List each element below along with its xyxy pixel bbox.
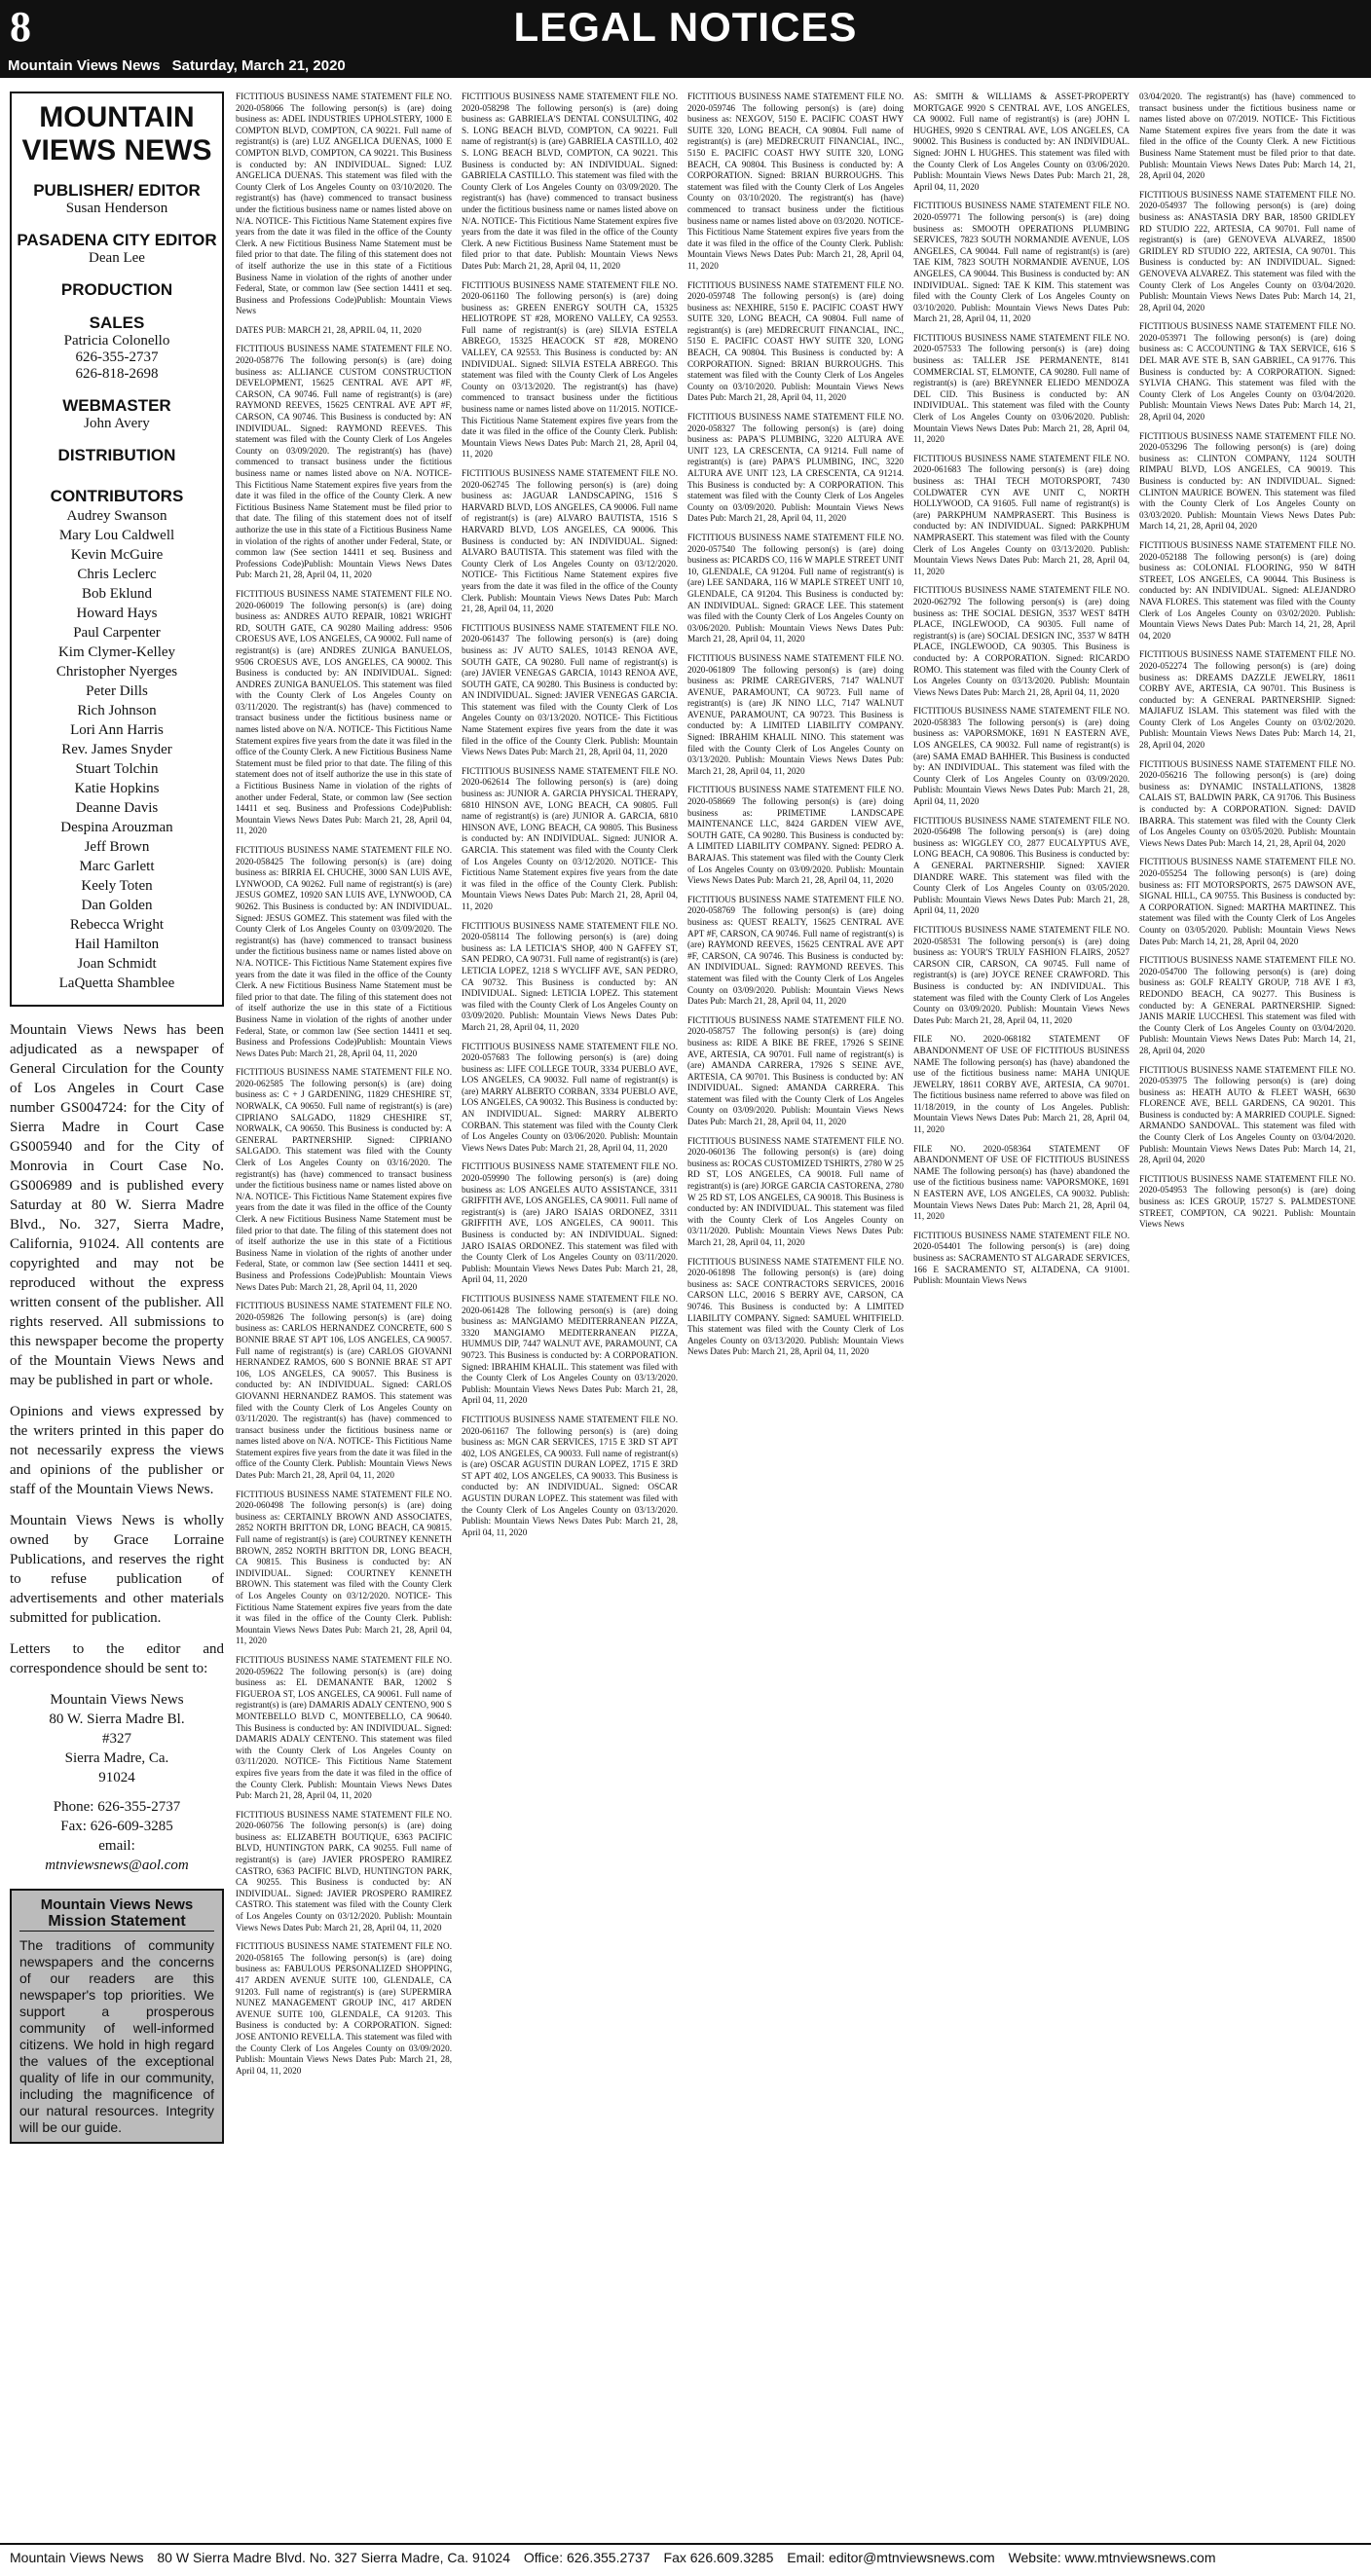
legal-notice <box>687 785 904 886</box>
legal-notice <box>1139 857 1355 947</box>
legal-notice <box>1139 190 1355 314</box>
contributor-name: Kim Clymer-Kelley <box>57 644 176 660</box>
notice-body: The following person(s) is (are) doing business as: TALLER JSE PERMANENTE, 8141 COMMERCIAL ST, ELMONTE, CA 90280. Full name of registrant(s) is (are) BREYNNER ELIEDO MENDOZA DEL CID. This Business is conducted by: AN INDIVIDUAL. This statement was filed with the County Clerk of Los Angeles County on 03/06/2020. Publish: Mountain Views News Dates Pub: March 21, 28, April 04, 11, 2020 <box>913 344 1130 445</box>
notice-heading: FICTITIOUS BUSINESS NAME STATEMENT FILE NO. 2020-058531 <box>913 924 1130 946</box>
notice-heading: FICTITIOUS BUSINESS NAME STATEMENT FILE NO. 2020-061683 <box>913 453 1130 475</box>
contributor-name: Dan Golden <box>81 898 153 913</box>
contributor-name: Bob Eklund <box>81 586 153 602</box>
notice-heading: FICTITIOUS BUSINESS NAME STATEMENT FILE NO. 2020-059826 <box>236 1301 452 1322</box>
section-title: LEGAL NOTICES <box>513 4 858 50</box>
notice-body: The following person(s) is (are) doing business as: WIGGLEY CO, 2877 EUCALYPTUS AVE, LONG BEACH, CA 90806. This Business is conducted by: A GENERAL PARTNERSHIP. Signed: XAVIER DIANDRE WARE. This statement was filed with the County Clerk of Los Angeles County on 03/05/2020. Publish: Mountain Views News Dates Pub: March 21, 28, April 04, 11, 2020 <box>913 827 1130 916</box>
mission-statement-box <box>10 1889 224 2144</box>
legal-notice <box>913 1231 1130 1287</box>
address-suite: #327 <box>102 1731 131 1747</box>
notice-heading: FILE NO. 2020-058364 STATEMENT OF ABANDONMENT OF USE OF FICTITIOUS BUSINESS NAME <box>913 1143 1130 1176</box>
notice-heading: FICTITIOUS BUSINESS NAME STATEMENT FILE NO. 2020-058327 <box>687 412 904 433</box>
notice-heading: FICTITIOUS BUSINESS NAME STATEMENT FILE NO. 2020-053975 <box>1139 1064 1355 1086</box>
contributor-name: Jeff Brown <box>84 839 150 855</box>
notice-body: The following person(s) is (are) doing business as: EL DEMANANTE BAR, 12002 S FIGUEROA ST, LOS ANGELES, CA 90061. Full name of registrant(s) is (are) DAMARIS ADALY CENTENO, 900 S MONTEBELLO BLVD C, MONTEBELLO, CA 90640. This Business is conducted by: AN INDIVIDUAL. Signed: DAMARIS ADALY CENTENO. This statement was filed with the County Clerk of Los Angeles County on 03/11/2020. NOTICE- This Fictitious Name Statement expires five years from the date it was filed in the office of the County Clerk. Publish: Mountain Views News Dates Pub: March 21, 28, April 04, 11, 2020 <box>236 1666 452 1801</box>
notice-body: The following person(s) is (are) doing business as: CLINTON COMPANY, 1124 SOUTH RIMPAU BLVD, LOS ANGELES, CA 90019. This Business is conducted by: AN INDIVIDUAL. Signed: CLINTON MAURICE BOWEN. This statement was filed with the County Clerk of Los Angeles County on 03/03/2020. Publish: Mountain Views News Dates Pub: March 14, 21, 28, April 04, 2020 <box>1139 442 1355 532</box>
notice-heading: FICTITIOUS BUSINESS NAME STATEMENT FILE NO. 2020-060756 <box>236 1809 452 1831</box>
footer-website[interactable]: Website: www.mtnviewsnews.com <box>1008 2550 1216 2565</box>
legal-notice <box>687 1257 904 1358</box>
notice-body: The following person(s) has (have) abandoned the use of the fictitious business name: MAHA UNIQUE JEWELRY, 18611 CORBY AVE, ARTESIA, CA 90701. The fictitious business name referred to above was filed on 11/18/2019, in the county of Los Angeles. Publish: Mountain Views News Dates Pub: March 21, 28, April 04, 11, 2020 <box>913 1056 1130 1135</box>
legal-notice <box>687 533 904 645</box>
notice-body: The following person(s) is (are) doing business as: LOS ANGELES AUTO ASSISTANCE, 3311 GRIFFITH AVE, LOS ANGELES, CA 90011. Full name of registrant(s) is (are) JARO ISAIAS ORDONEZ, 3311 GRIFFITH AVE, LOS ANGELES, CA 90011. This Business is conducted by: AN INDIVIDUAL. Signed: JARO ISAIAS ORDONEZ. This statement was filed with the County Clerk of Los Angeles County on 03/11/2020. Publish: Mountain Views News Dates Pub: March 21, 28, April 04, 11, 2020 <box>462 1173 678 1285</box>
masthead-title: MOUNTAIN VIEWS NEWS <box>21 101 212 166</box>
contributor-name: Audrey Swanson <box>66 508 167 524</box>
webmaster-role: WEBMASTER <box>62 396 171 415</box>
notice-heading: FICTITIOUS BUSINESS NAME STATEMENT FILE NO. 2020-062614 <box>462 765 678 788</box>
notice-heading: FICTITIOUS BUSINESS NAME STATEMENT FILE NO. 2020-059748 <box>687 279 904 302</box>
notice-body: The following person(s) is (are) doing business as: JV AUTO SALES, 10143 RENOA AVE, SOUTH GATE, CA 90280. Full name of registrant(s) is (are) JAVIER VENEGAS GARCIA, 10143 RENOA AVE, SOUTH GATE, CA 90280. This Business is conducted by: AN INDIVIDUAL. Signed: JAVIER VENEGAS GARCIA. This statement was filed with the County Clerk of Los Angeles County on 03/13/2020. NOTICE- This Fictitious Name Statement expires five years from the date it was filed in the office of the County Clerk. Publish: Mountain Views News Dates Pub: March 21, 28, April 04, 11, 2020 <box>462 634 678 757</box>
legal-notice <box>236 92 452 317</box>
contributor-name: Christopher Nyerges <box>56 664 178 680</box>
about-section <box>10 1020 224 1678</box>
notice-heading: FICTITIOUS BUSINESS NAME STATEMENT FILE NO. 2020-062585 <box>236 1067 452 1088</box>
footer-office: Office: 626.355.2737 <box>523 2550 650 2565</box>
contributor-name: Marc Garlett <box>79 859 155 874</box>
footer-fax: Fax 626.609.3285 <box>663 2550 774 2565</box>
legal-notice <box>913 201 1130 325</box>
notice-body: The following person(s) is (are) doing business as: DYNAMIC INSTALLATIONS, 13828 CALAIS ST, BALDWIN PARK, CA 91706. This Business is conducted by: A CORPORATION. Signed: DAVID IBARRA. This statement was filed with the County Clerk of Los Angeles County on 03/05/2020. Publish: Mountain Views News Dates Pub: March 14, 21, 28, April 04, 2020 <box>1139 770 1355 848</box>
legal-notice <box>462 1161 678 1286</box>
notice-heading: FICTITIOUS BUSINESS NAME STATEMENT FILE NO. 2020-057540 <box>687 532 904 554</box>
legal-column-3 <box>687 92 904 2533</box>
address-city: Sierra Madre, Ca. <box>64 1750 169 1766</box>
legal-notice <box>236 1655 452 1802</box>
notice-heading: FICTITIOUS BUSINESS NAME STATEMENT FILE NO. 2020-056498 <box>913 815 1130 837</box>
legal-notice <box>687 412 904 525</box>
legal-notice <box>687 280 904 405</box>
legal-notice <box>236 344 452 580</box>
production-role: PRODUCTION <box>60 280 173 299</box>
mission-body: The traditions of community newspapers and the concerns of our readers are this newspaper's top priorities. We support a prosperous community of well-informed citizens. We hold in high regard the values of the exceptional quality of life in our community, including the magnificence of our natural resources. Integrity will be our guide. <box>19 1937 214 2135</box>
contributor-name: Mary Lou Caldwell <box>58 528 175 543</box>
notice-body: The following person(s) is (are) doing business as: PICARDS CO, 116 W MAPLE STREET UNIT 10, GLENDALE, CA 91204. Full name of registrant(s) is (are) LEE SANDARA, 116 W MAPLE STREET UNIT 10, GLENDALE, CA 91204. This Business is conducted by: AN INDIVIDUAL. Signed: GRACE LEE. This statement was filed with the County Clerk of Los Angeles County on 03/06/2020. Publish: Mountain Views News Dates Pub: March 21, 28, April 04, 11, 2020 <box>687 543 904 644</box>
notice-heading: FICTITIOUS BUSINESS NAME STATEMENT FILE NO. 2020-057533 <box>913 332 1130 354</box>
contributor-name: Despina Arouzman <box>60 820 173 835</box>
sales-phone-2: 626-818-2698 <box>75 366 159 382</box>
notice-heading: FICTITIOUS BUSINESS NAME STATEMENT FILE NO. 2020-061167 <box>462 1414 678 1436</box>
notice-body: The following person(s) is (are) doing business as: THE SOCIAL DESIGN, 3537 WEST 84TH PLACE, INGLEWOOD, CA 90305. Full name of registrant(s) is (are) SOCIAL DESIGN INC, 3537 W 84TH PLACE, INGLEWOOD, CA 90305. This Business is conducted by: A CORPORATION. Signed: RICARDO ROMO. This statement was filed with the County Clerk of Los Angeles County on 03/13/2020. Publish: Mountain Views News Dates Pub: March 21, 28, April 04, 11, 2020 <box>913 596 1130 697</box>
city-editor-name: Dean Lee <box>89 250 145 266</box>
contributor-name: Chris Leclerc <box>77 567 157 582</box>
notice-body: The following person(s) is (are) doing business as: CERTAINLY BROWN AND ASSOCIATES, 2852 NORTH BRITTON DR, LONG BEACH, CA 90815. Full name of registrant(s) is (are) COURTNEY KENNETH BROWN, 2852 NORTH BRITTON DR, LONG BEACH, CA 90815. This Business is conducted by: AN INDIVIDUAL. Signed: COURTNEY KENNETH BROWN. This statement was filed with the County Clerk of Los Angeles County on 03/12/2020. NOTICE- This Fictitious Name Statement expires five years from the date it was filed in the office of the County Clerk. Publish: Mountain Views News Dates Pub: March 21, 28, April 04, 11, 2020 <box>236 1500 452 1646</box>
contributor-name: Hail Hamilton <box>74 937 160 952</box>
phone: Phone: 626-355-2737 <box>53 1799 181 1815</box>
legal-notice <box>1139 649 1355 751</box>
notice-body: The following person(s) is (are) doing business as: ANDRES AUTO REPAIR, 10821 WRIGHT RD, SOUTH GATE, CA 90280 Mailing address: 9506 CROESUS AVE, LOS ANGELES, CA 90002. Full name of registrant(s) is (are) ANDRES ZUNIGA BANUELOS, 9506 CROESUS AVE, LOS ANGELES, CA 90002. This Business is conducted by: AN INDIVIDUAL. Signed: ANDRES ZUNIGA BANUELOS. This statement was filed with the County Clerk of Los Angeles County on 03/11/2020. The registrant(s) has (have) commenced to transact business under the fictitious business name or names listed above on N/A. NOTICE- This Fictitious Name Statement expires five years from the date it was filed in the office of the County Clerk. A new Fictitious Business Name Statement must be filed prior to that date. The filing of this statement does not of itself authorize the use in this state of a Fictitious Business Name in violation of the rights of another under Federal, State, or common law (See section 14411 et seq. Business and Professions Code)Publish: Mountain Views News Dates Pub: March 21, 28, April 04, 11, 2020 <box>236 600 452 836</box>
contributor-name: Paul Carpenter <box>73 625 161 641</box>
page-footer <box>0 2543 1371 2572</box>
contributor-name: Katie Hopkins <box>74 781 160 796</box>
notice-body: The following person(s) is (are) doing business as: C + J GARDENING, 11829 CHESHIRE ST, NORWALK, CA 90650. Full name of registrant(s) is (are) CIPRIANO SALGADO, 11829 CHESHIRE ST, NORWALK, CA 90650. This Business is conducted by: A GENERAL PARTNERSHIP. Signed: CIPRIANO SALGADO. This statement was filed with the County Clerk of Los Angeles County on 03/16/2020. The registrant(s) has (have) commenced to transact business under the fictitious business name or names listed above on N/A. NOTICE- This Fictitious Name Statement expires five years from the date it was filed in the office of the County Clerk. A new Fictitious Business Name Statement must be filed prior to that date. The filing of this statement does not of itself authorize the use in this state of a Fictitious Business Name in violation of the rights of another under Federal, State, or common law (See section 14411 et seq. Business and Professions Code)Publish: Mountain Views News Dates Pub: March 21, 28, April 04, 11, 2020 <box>236 1078 452 1292</box>
contact-block <box>10 1690 224 1875</box>
notice-body: The following person(s) is (are) doing business as: ALLIANCE CUSTOM CONSTRUCTION DEVELOPMENT, 15625 CENTRAL AVE APT #F, CARSON, CA 90746. Full name of registrant(s) is (are) RAYMOND REEVES, 15625 CENTRAL AVE APT #F, CARSON, CA 90746. This Business is conducted by: AN INDIVIDUAL. Signed: RAYMOND REEVES. This statement was filed with the County Clerk of Los Angeles County on 03/09/2020. The registrant(s) has (have) commenced to transact business under the fictitious business name or names listed above on N/A. NOTICE- This Fictitious Name Statement expires five years from the date it was filed in the office of the County Clerk. A new Fictitious Business Name Statement must be filed prior to that date. The filing of this statement does not of itself authorize the use in this state of a Fictitious Business Name in violation of the rights of another under Federal, State, or common law (See section 14411 et seq. Business and Professions Code)Publish: Mountain Views News Dates Pub: March 21, 28, April 04, 11, 2020 <box>236 355 452 580</box>
contributor-name: Joan Schmidt <box>77 956 157 972</box>
legal-notice <box>462 1042 678 1155</box>
legal-notice <box>1139 321 1355 423</box>
notice-body: The following person(s) is (are) doing business as: NEXGOV, 5150 E. PACIFIC COAST HWY SUITE 320, LONG BEACH, CA 90804. Full name of registrant(s) is (are) MEDRECRUIT FINANCIAL, INC., 5150 E. PACIFIC COAST HWY SUITE 320, LONG BEACH, CA 90804. This Business is conducted by: A CORPORATION. Signed: BRIAN BURROUGHS. This statement was filed with the County Clerk of Los Angeles County on 03/10/2020. The registrant(s) has (have) commenced to transact business under the fictitious business name or names listed above on 03/2020. NOTICE- This Fictitious Name Statement expires five years from the date it was filed in the office of the County Clerk. Publish: Mountain Views News Dates Pub: March 21, 28, April 04, 11, 2020 <box>687 102 904 271</box>
address-name: Mountain Views News <box>50 1692 184 1708</box>
notice-heading: FICTITIOUS BUSINESS NAME STATEMENT FILE NO. 2020-058066 <box>236 92 452 113</box>
notice-heading: FICTITIOUS BUSINESS NAME STATEMENT FILE NO. 2020-057683 <box>462 1041 678 1063</box>
notice-heading: FICTITIOUS BUSINESS NAME STATEMENT FILE NO. 2020-061437 <box>462 622 678 644</box>
legal-notice <box>462 280 678 461</box>
notice-heading: FICTITIOUS BUSINESS NAME STATEMENT FILE NO. 2020-062745 <box>462 468 678 490</box>
notice-heading: FICTITIOUS BUSINESS NAME STATEMENT FILE NO. 2020-054937 <box>1139 189 1355 211</box>
legal-notice <box>687 895 904 1008</box>
address-zip: 91024 <box>98 1770 135 1785</box>
notice-body: The following person(s) is (are) doing business as: COLONIAL FLOORING, 950 W 84TH STREET, LOS ANGELES, CA 90044. This Business is conducted by: AN INDIVIDUAL. Signed: ALEJANDRO NAVA FLORES. This statement was filed with the County Clerk of Los Angeles County on 03/02/2020. Publish: Mountain Views News Dates Pub: March 14, 21, 28, April 04, 2020 <box>1139 551 1355 641</box>
notice-body: The following person(s) is (are) doing business as: PAPA'S PLUMBING, 3220 ALTURA AVE UNIT 123, LA CRESCENTA, CA 91214. Full name of registrant(s) is (are) PAPA'S PLUMBING, INC, 3220 ALTURA AVE UNIT 123, LA CRESCENTA, CA 91214. This Business is conducted by: A CORPORATION. This statement was filed with the County Clerk of Los Angeles County on 03/09/2020. Publish: Mountain Views News Dates Pub: March 21, 28, April 04, 11, 2020 <box>687 423 904 524</box>
contributor-name: Peter Dills <box>86 683 148 699</box>
contributor-name: Howard Hays <box>76 606 158 621</box>
notice-heading: FILE NO. 2020-068182 STATEMENT OF ABANDONMENT OF USE OF FICTITIOUS BUSINESS NAME <box>913 1034 1130 1067</box>
legal-notice <box>1139 540 1355 642</box>
legal-column-1 <box>236 92 452 2533</box>
notice-body: The following person(s) is (are) doing business as: ROCAS CUSTOMIZED TSHIRTS, 2780 W 25 RD ST, LOS ANGELES, CA 90018. Full name of registrant(s) is (are) JORGE GARCIA CASTORENA, 2780 W 25 RD ST, LOS ANGELES, CA 90018. This Business is conducted by: AN INDIVIDUAL. This statement was filed with the County Clerk of Los Angeles County on 03/11/2020. Publish: Mountain Views News Dates Pub: March 21, 28, April 04, 11, 2020 <box>687 1147 904 1247</box>
letters-text: Letters to the editor and correspondence should be sent to: <box>10 1641 224 1676</box>
notice-heading: AS: SMITH & WILLIAMS & ASSET-PROPERTY MORTGAGE <box>913 92 1130 113</box>
adjudication-text: Mountain Views News has been adjudicated as a newspaper of General Circulation for the County of Los Angeles in Court Case number GS004724: for the City of Sierra Madre in Court Case GS005940 and for the City of Monrovia in Court Case No. GS006989 and is published every Saturday at 80 W. Sierra Madre Blvd., No. 327, Sierra Madre, California, 91024. All contents are copyrighted and may not be reproduced without the express written consent of the publisher. All rights reserved. All submissions to this newspaper become the property of the Mountain Views News and may be published in part or whole. <box>10 1022 224 1388</box>
notice-body: 9920 S CENTRAL AVE, LOS ANGELES, CA 90002. Full name of registrant(s) is (are) JOHN L HUGHES, 9920 S CENTRAL AVE, LOS ANGELES, CA 90002. This Business is conducted by: AN INDIVIDUAL. Signed: JOHN L HUGHES. This statement was filed with the County Clerk of Los Angeles County on 03/06/2020. Publish: Mountain Views News Dates Pub: March 21, 28, April 04, 11, 2020 <box>913 102 1130 192</box>
notice-body: The following person(s) is (are) doing business as: FABULOUS PERSONALIZED SHOPPING, 417 ARDEN AVENUE SUITE 100, GLENDALE, CA 91203. Full name of registrant(s) is (are) SUPERMIRA NUNEZ MANAGEMENT GROUP INC, 417 ARDEN AVENUE SUITE 100, GLENDALE, CA 91203. This Business is conducted by: A CORPORATION. Signed: JOSE ANTONIO REVELLA. This statement was filed with the County Clerk of Los Angeles County on 03/09/2020. Publish: Mountain Views News Dates Pub: March 21, 28, April 04, 11, 2020 <box>236 1952 452 2076</box>
notice-body: The following person(s) is (are) doing business as: VAPORSMOKE, 1691 N EASTERN AVE, LOS ANGELES, CA 90032. Full name of registrant(s) is (are) SAMA EMAD BAHHER. This Business is conducted by: AN INDIVIDUAL. This statement was filed with the County Clerk of Los Angeles County on 03/09/2020. Publish: Mountain Views News Dates Pub: March 21, 28, April 04, 11, 2020 <box>913 717 1130 807</box>
legal-notice <box>913 585 1130 698</box>
page-number: 8 <box>10 3 31 51</box>
legal-notice <box>236 1810 452 1934</box>
legal-notice <box>1139 1174 1355 1231</box>
contributor-name: Rich Johnson <box>77 703 157 718</box>
legal-notice <box>1139 955 1355 1056</box>
contributor-name: Rev. James Snyder <box>61 742 172 757</box>
notice-heading: DATES PUB: MARCH 21, 28, APRIL 04, 11, 2020 <box>236 324 422 335</box>
legal-notice <box>687 92 904 273</box>
notice-body: The following person(s) is (are) doing business as: NEXHIRE, 5150 E. PACIFIC COAST HWY SUITE 320, LONG BEACH, CA 90804. Full name of registrant(s) is (are) MEDRECRUIT FINANCIAL, INC., 5150 E. PACIFIC COAST HWY SUITE 320, LONG BEACH, CA 90804. This Business is conducted by: A CORPORATION. Signed: BRIAN BURROUGHS. This statement was filed with the County Clerk of Los Angeles County on 03/10/2020. Publish: Mountain Views News Dates Pub: March 21, 28, April 04, 11, 2020 <box>687 291 904 403</box>
legal-notice <box>687 653 904 778</box>
publication-name: Mountain Views News <box>8 57 161 74</box>
legal-notice <box>687 1015 904 1128</box>
notice-body: The following person(s) is (are) doing business as: ELIZABETH BOUTIQUE, 6363 PACIFIC BLVD, HUNTINGTON PARK, CA 90255. Full name of registrant(s) is (are) JAVIER PROSPERO RAMIREZ CASTRO, 6363 PACIFIC BLVD, HUNTINGTON PARK, CA 90255. This Business is conducted by: AN INDIVIDUAL. Signed: JAVIER PROSPERO RAMIREZ CASTRO. This statement was filed with the County Clerk of Los Angeles County on 03/12/2020. Publish: Mountain Views News Dates Pub: March 21, 28, April 04, 11, 2020 <box>236 1821 452 1932</box>
notice-heading: 03/04/2020. <box>1139 92 1183 101</box>
legal-notice <box>236 1067 452 1293</box>
legal-column-2 <box>462 92 678 2533</box>
legal-notice <box>236 845 452 1059</box>
sales-role: SALES <box>89 313 145 332</box>
notice-body: The following person(s) is (are) doing business as: GREEN ENERGY SOUTH CA, 15325 HELIOTROPE ST #28, MORENO VALLEY, CA 92553. Full name of registrant(s) is (are) SILVIA ESTELA ABREGO, 15325 HEACOCK ST #28, MORENO VALLEY, CA 92553. This Business is conducted by: AN INDIVIDUAL. Signed: SILVIA ESTELA ABREGO. This statement was filed with the County Clerk of Los Angeles County on 03/13/2020. The registrant(s) has (have) commenced to transact business under the fictitious business name or names listed above on 11/2015. NOTICE- This Fictitious Name Statement expires five years from the date it was filed in the office of the County Clerk. Publish: Mountain Views News Dates Pub: March 21, 28, April 04, 11, 2020 <box>462 291 678 460</box>
contributor-name: Lori Ann Harris <box>70 722 164 738</box>
notice-heading: FICTITIOUS BUSINESS NAME STATEMENT FILE NO. 2020-056216 <box>1139 758 1355 781</box>
notice-body: The following person(s) is (are) doing business as: JAGUAR LANDSCAPING, 1516 S HARVARD BLVD, LOS ANGELES, CA 90006. Full name of registrant(s) is (are) ALVARO BAUTISTA, 1516 S HARVARD BLVD, LOS ANGELES, CA 90006. This Business is conducted by: AN INDIVIDUAL. Signed: ALVARO BAUTISTA. This statement was filed with the County Clerk of Los Angeles County on 03/12/2020. NOTICE- This Fictitious Name Statement expires five years from the date it was filed in the office of the County Clerk. Publish: Mountain Views News Dates Pub: March 21, 28, April 04, 11, 2020 <box>462 479 678 614</box>
notice-heading: FICTITIOUS BUSINESS NAME STATEMENT FILE NO. 2020-053296 <box>1139 430 1355 453</box>
legal-notice <box>462 92 678 273</box>
email-label: email: <box>98 1838 135 1854</box>
notice-body: The following person(s) is (are) doing business as: THAI TECH MOTORSPORT, 7430 COLDWATER CYN AVE UNIT C, NORTH HOLLYWOOD, CA 91605. Full name of registrant(s) is (are) PARKPHUM NAMPRASERT. This Business is conducted by: AN INDIVIDUAL. Signed: PARKPHUM NAMPRASERT. This statement was filed with the County Clerk of Los Angeles County on 03/13/2020. Publish: Mountain Views News Dates Pub: March 21, 28, April 04, 11, 2020 <box>913 464 1130 576</box>
page-header <box>0 0 1371 55</box>
webmaster-name: John Avery <box>84 416 150 431</box>
legal-column-5 <box>1139 92 1355 2533</box>
notice-heading: FICTITIOUS BUSINESS NAME STATEMENT FILE NO. 2020-061428 <box>462 1293 678 1315</box>
legal-notice <box>1139 431 1355 533</box>
notice-body: The following person(s) is (are) doing business as: MANGIAMO MEDITERRANEAN PIZZA, 3320 MANGIAMO MEDITERRANEAN PIZZA, HUMMUS DIP, 7447 WALNUT AVE, PARAMOUNT, CA 90723. This Business is conducted by: A CORPORATION. Signed: IBRAHIM KHALIL. This statement was filed with the County Clerk of Los Angeles County on 03/13/2020. Publish: Mountain Views News Dates Pub: March 21, 28, April 04, 11, 2020 <box>462 1305 678 1406</box>
notice-heading: FICTITIOUS BUSINESS NAME STATEMENT FILE NO. 2020-060019 <box>236 588 452 610</box>
notice-heading: FICTITIOUS BUSINESS NAME STATEMENT FILE NO. 2020-059622 <box>236 1654 452 1676</box>
legal-notice <box>236 589 452 837</box>
city-editor-role: PASADENA CITY EDITOR <box>17 231 217 249</box>
notice-heading: FICTITIOUS BUSINESS NAME STATEMENT FILE NO. 2020-059746 <box>687 92 904 113</box>
notice-heading: FICTITIOUS BUSINESS NAME STATEMENT FILE NO. 2020-058669 <box>687 785 904 807</box>
notice-heading: FICTITIOUS BUSINESS NAME STATEMENT FILE NO. 2020-060498 <box>236 1489 452 1511</box>
notice-body: The following person(s) is (are) doing business as: SACE CONTRACTORS SERVICES, 20016 CARSON LLC, 20016 S BERRY AVE, CARSON, CA 90746. This Business is conducted by: A LIMITED LIABILITY COMPANY. Signed: SAMUEL WHITFIELD. This statement was filed with the County Clerk of Los Angeles County on 03/13/2020. Publish: Mountain Views News Dates Pub: March 21, 28, April 04, 11, 2020 <box>687 1268 904 1357</box>
legal-notice <box>913 706 1130 807</box>
mission-title: Mountain Views News <box>40 1896 194 1913</box>
contributors-title: CONTRIBUTORS <box>50 487 184 505</box>
footer-address: 80 W Sierra Madre Blvd. No. 327 Sierra Madre, Ca. 91024 <box>157 2550 510 2565</box>
notice-heading: FICTITIOUS BUSINESS NAME STATEMENT FILE NO. 2020-058383 <box>913 706 1130 727</box>
notice-body: The following person(s) is (are) doing business as: CARLOS HERNANDEZ CONCRETE, 600 S BONNIE BRAE ST APT 106, LOS ANGELES, CA 90057. Full name of registrant(s) is (are) CARLOS GIOVANNI HERNANDEZ RAMOS, 600 S BONNIE BRAE ST APT 106, LOS ANGELES, CA 90057. This Business is conducted by: AN INDIVIDUAL. Signed: CARLOS GIOVANNI HERNANDEZ RAMOS. This statement was filed with the County Clerk of Los Angeles County on 03/11/2020. The registrant(s) has (have) commenced to transact business under the fictitious business name or names listed above on N/A. NOTICE- This Fictitious Name Statement expires five years from the date it was filed in the office of the County Clerk. Publish: Mountain Views News Dates Pub: March 21, 28, April 04, 11, 2020 <box>236 1311 452 1481</box>
footer-email[interactable]: Email: editor@mtnviewsnews.com <box>787 2550 995 2565</box>
notice-heading: FICTITIOUS BUSINESS NAME STATEMENT FILE NO. 2020-052274 <box>1139 649 1355 671</box>
notice-heading: FICTITIOUS BUSINESS NAME STATEMENT FILE NO. 2020-052188 <box>1139 539 1355 562</box>
notice-body: The following person(s) is (are) doing business as: MGN CAR SERVICES, 1715 E 3RD ST APT 402, LOS ANGELES, CA 90033. Full name of registrant(s) is (are) OSCAR AGUSTIN DURAN LOPEZ, 1715 E 3RD ST APT 402, LOS ANGELES, CA 90033. This Business is conducted by: AN INDIVIDUAL. Signed: OSCAR AGUSTIN DURAN LOPEZ. This statement was filed with the County Clerk of Los Angeles County on 03/13/2020. Publish: Mountain Views News Dates Pub: March 21, 28, April 04, 11, 2020 <box>462 1425 678 1537</box>
legal-notice <box>236 1490 452 1647</box>
notice-body: The following person(s) is (are) doing business as: HEATH AUTO & FLEET WASH, 6630 FLORENCE AVE, BELL GARDENS, CA 90201. This Business is conducted by: A MARRIED COUPLE. Signed: ARMANDO SANDOVAL. This statement was filed with the County Clerk of Los Angeles County on 03/04/2020. Publish: Mountain Views News Dates Pub: March 14, 21, 28, April 04, 2020 <box>1139 1076 1355 1165</box>
ownership-text: Mountain Views News is wholly owned by Grace Lorraine Publications, and reserves the right to refuse publication of advertisements and other materials submitted for publication. <box>10 1513 224 1626</box>
notice-body: The following person(s) is (are) doing business as: SACRAMENTO ST ALGARADE SERVICES, 166 E SACRAMENTO ST, ALTADENA, CA 91001. Publish: Mountain Views News <box>913 1241 1130 1286</box>
fax: Fax: 626-609-3285 <box>60 1819 173 1834</box>
notice-heading: FICTITIOUS BUSINESS NAME STATEMENT FILE NO. 2020-061898 <box>687 1256 904 1278</box>
opinions-text: Opinions and views expressed by the writers printed in this paper do not necessarily express the views and opinions of the publisher or staff of the Mountain Views News. <box>10 1404 224 1497</box>
legal-notice <box>236 1301 452 1482</box>
notice-heading: FICTITIOUS BUSINESS NAME STATEMENT FILE NO. 2020-058769 <box>687 894 904 916</box>
email-link[interactable]: mtnviewsnews@aol.com <box>45 1858 189 1873</box>
notice-body: The registrant(s) has (have) commenced to transact business under the fictitious business name or names listed above on 07/2019. NOTICE- This Fictitious Name Statement expires five years from the date it was filed in the office of the County Clerk. A new Fictitious Business Name Statement must be filed prior to that date. Publish: Mountain Views News Dates Pub: March 14, 21, 28, April 04, 2020 <box>1139 92 1355 181</box>
address-street: 80 W. Sierra Madre Bl. <box>49 1711 185 1727</box>
notice-body: The following person(s) is (are) doing business as: C ACCOUNTING & TAX SERVICE, 616 S DEL MAR AVE STE B, SAN GABRIEL, CA 91776. This Business is conducted by: A CORPORATION. Signed: SYLVIA CHANG. This statement was filed with the County Clerk of Los Angeles County on 03/04/2020. Publish: Mountain Views News Dates Pub: March 14, 21, 28, April 04, 2020 <box>1139 332 1355 423</box>
notice-heading: FICTITIOUS BUSINESS NAME STATEMENT FILE NO. 2020-061160 <box>462 279 678 302</box>
sales-phone-1: 626-355-2737 <box>75 350 159 365</box>
notice-body: The following person(s) is (are) doing business as: BIRRIA EL CHUCHE, 3000 SAN LUIS AVE, LYNWOOD, CA 90262. Full name of registrant(s) is (are) JESUS GOMEZ, 10920 SAN LUIS AVE, LYNWOOD, CA 90262. This Business is conducted by: AN INDIVIDUAL. Signed: JESUS GOMEZ. This statement was filed with the County Clerk of Los Angeles County on 03/09/2020. The registrant(s) has (have) commenced to transact business under the fictitious business name or names listed above on N/A. NOTICE- This Fictitious Name Statement expires five years from the date it was filed in the office of the County Clerk. A new Fictitious Business Name Statement must be filed prior to that date. The filing of this statement does not of itself authorize the use in this state of a Fictitious Business Name in violation of the rights of another under Federal, State, or common law (See section 14411 et seq. Business and Professions Code)Publish: Mountain Views News Dates Pub: March 21, 28, April 04, 11, 2020 <box>236 856 452 1058</box>
notice-body: The following person(s) is (are) doing business as: FIT MOTORSPORTS, 2675 DAWSON AVE, SIGNAL HILL, CA 90755. This Business is conducted by: A CORPORATION. Signed: MARTHA MARTINEZ. This statement was filed with the County Clerk of Los Angeles County on 03/05/2020. Publish: Mountain Views News Dates Pub: March 14, 21, 28, April 04, 2020 <box>1139 868 1355 946</box>
legal-notice <box>462 921 678 1034</box>
legal-notice <box>1139 1065 1355 1166</box>
notice-heading: FICTITIOUS BUSINESS NAME STATEMENT FILE NO. 2020-054700 <box>1139 955 1355 976</box>
legal-column-4 <box>913 92 1130 2533</box>
notice-body: The following person(s) is (are) doing business as: ANASTASIA DRY BAR, 18500 GRIDLEY RD STUDIO 222, ARTESIA, CA 90701. Full name of registrant(s) is (are) GENOVEVA ALVAREZ, 18500 GRIDLEY RD STUDIO 222, ARTESIA, CA 90701. This Business is conducted by: AN INDIVIDUAL. Signed: GENOVEVA ALVAREZ. This statement was filed with the County Clerk of Los Angeles County on 03/04/2020. Publish: Mountain Views News Dates Pub: March 14, 21, 28, April 04, 2020 <box>1139 201 1355 313</box>
notice-heading: FICTITIOUS BUSINESS NAME STATEMENT FILE NO. 2020-059771 <box>913 201 1130 222</box>
legal-notice <box>913 816 1130 917</box>
publisher-name: Susan Henderson <box>65 201 168 216</box>
legal-notice <box>687 1136 904 1249</box>
notice-body: The following person(s) is (are) doing business as: GOLF REALTY GROUP, 718 AVE I #3, REDONDO BEACH, CA 90277. This Business is conducted by: A GENERAL PARTNERSHIP. Signed: JANIS MARIE LUCCHESI. This statement was filed with the County Clerk of Los Angeles County on 03/04/2020. Publish: Mountain Views News Dates Pub: March 14, 21, 28, April 04, 2020 <box>1139 966 1355 1055</box>
notice-heading: FICTITIOUS BUSINESS NAME STATEMENT FILE NO. 2020-058757 <box>687 1014 904 1037</box>
notice-body: The following person(s) is (are) doing business as: ADEL INDUSTRIES UPHOLSTERY, 1000 E COMPTON BLVD, COMPTON, CA 90221. Full name of registrant(s) is (are) LUZ ANGELICA DUENAS, 1000 E COMPTON BLVD, COMPTON, CA 90221. This Business is conducted by: AN INDIVIDUAL. Signed: LUZ ANGELICA DUENAS. This statement was filed with the County Clerk of Los Angeles County on 03/10/2020. The registrant(s) has (have) commenced to transact business under the fictitious business name or names listed above on N/A. NOTICE- This Fictitious Name Statement expires five years from the date it was filed in the office of the County Clerk. A new Fictitious Business Name Statement must be filed prior to that date. The filing of this statement does not of itself authorize the use in this state of a Fictitious Business Name in violation of the rights of another under Federal, State, or common law (See section 14411 et seq. Business and Professions Code)Publish: Mountain Views News <box>236 102 452 316</box>
notice-body: The following person(s) is (are) doing business as: LIFE COLLEGE TOUR, 3334 PUEBLO AVE, LOS ANGELES, CA 90032. Full name of registrant(s) is (are) MARRY ALBERTO CORBAN, 3334 PUEBLO AVE, LOS ANGELES, CA 90032. This Business is conducted by: AN INDIVIDUAL. Signed: MARRY ALBERTO CORBAN. This statement was filed with the County Clerk of Los Angeles County on 03/06/2020. Publish: Mountain Views News Dates Pub: March 21, 28, April 04, 11, 2020 <box>462 1052 678 1153</box>
contributor-name: Keely Toten <box>81 878 153 894</box>
notice-heading: FICTITIOUS BUSINESS NAME STATEMENT FILE NO. 2020-060136 <box>687 1135 904 1158</box>
notice-heading: FICTITIOUS BUSINESS NAME STATEMENT FILE NO. 2020-053971 <box>1139 321 1355 343</box>
legal-notice <box>236 325 452 337</box>
notice-heading: FICTITIOUS BUSINESS NAME STATEMENT FILE NO. 2020-062792 <box>913 585 1130 607</box>
contributors-list <box>16 506 218 993</box>
legal-notice <box>462 468 678 615</box>
notice-heading: FICTITIOUS BUSINESS NAME STATEMENT FILE NO. 2020-058165 <box>236 1941 452 1963</box>
notice-heading: FICTITIOUS BUSINESS NAME STATEMENT FILE NO. 2020-058776 <box>236 344 452 366</box>
notice-body: The following person(s) is (are) doing business as: SMOOTH OPERATIONS PLUMBING SERVICES, 7823 SOUTH NORMANDIE AVENUE, LOS ANGELES, CA 90044. Full name of registrant(s) is (are) TAE KIM, 7823 SOUTH NORMANDIE AVENUE, LOS ANGELES, CA 90044. This Business is conducted by: AN INDIVIDUAL. Signed: TAE K KIM. This statement was filed with the County Clerk of Los Angeles County on 03/10/2020. Publish: Mountain Views News Dates Pub: March 21, 28, April 04, 11, 2020 <box>913 211 1130 324</box>
notice-body: The following person(s) is (are) doing business as: QUEST REALTY, 15625 CENTRAL AVE APT #F, CARSON, CA 90746. Full name of registrant(s) is (are) RAYMOND REEVES, 15625 CENTRAL AVE APT #F, CARSON, CA 90746. This Business is conducted by: AN INDIVIDUAL. Signed: RAYMOND REEVES. This statement was filed with the County Clerk of Los Angeles County on 03/09/2020. Publish: Mountain Views News Dates Pub: March 21, 28, April 04, 11, 2020 <box>687 905 904 1007</box>
legal-notice <box>236 1941 452 2077</box>
legal-notice <box>1139 92 1355 182</box>
legal-notice <box>913 1144 1130 1223</box>
contributor-name: Stuart Tolchin <box>75 761 159 777</box>
notice-heading: FICTITIOUS BUSINESS NAME STATEMENT FILE NO. 2020-061809 <box>687 652 904 675</box>
masthead-box <box>10 92 224 1007</box>
notice-body: The following person(s) is (are) doing business as: YOUR'S TRULY FASHION FLAIRS, 20527 CARSON CIR, CARSON, CA 90745. Full name of registrant(s) is (are) JOYCE RENEE CRAWFORD. This Business is conducted by: AN INDIVIDUAL. This statement was filed with the County Clerk of Los Angeles County on 03/09/2020. Publish: Mountain Views News Dates Pub: March 21, 28, April 04, 11, 2020 <box>913 936 1130 1025</box>
notice-heading: FICTITIOUS BUSINESS NAME STATEMENT FILE NO. 2020-054953 <box>1139 1173 1355 1196</box>
distribution-role: DISTRIBUTION <box>57 446 176 464</box>
notice-body: The following person(s) is (are) doing business as: ICES GROUP, 15727 S. PALMDESTONE STREET, COMPTON, CA 90221. Publish: Mountain Views News <box>1139 1185 1355 1230</box>
legal-notice <box>913 1034 1130 1135</box>
legal-notice <box>462 1294 678 1407</box>
notice-body: The following person(s) is (are) doing business as: GABRIELA'S DENTAL CONSULTING, 402 S. LONG BEACH BLVD, COMPTON, CA 90221. Full name of registrant(s) is (are) GABRIELA CASTILLO, 402 S. LONG BEACH BLVD, COMPTON, CA 90221. This Business is conducted by: AN INDIVIDUAL. Signed: GABRIELA CASTILLO. This statement was filed with the County Clerk of Los Angeles County on 03/09/2020. The registrant(s) has (have) commenced to transact business under the fictitious business name or names listed above on N/A. NOTICE- This Fictitious Name Statement expires five years from the date it was filed in the office of the County Clerk. A new Fictitious Business Name Statement must be filed prior to that date. Publish: Mountain Views News Dates Pub: March 21, 28, April 04, 11, 2020 <box>462 102 678 271</box>
publisher-role: PUBLISHER/ EDITOR <box>33 181 201 200</box>
legal-notice <box>913 925 1130 1026</box>
legal-notice <box>462 766 678 913</box>
notice-body: The following person(s) is (are) doing business as: PRIME CAREGIVERS, 7147 WALNUT AVENUE, PARAMOUNT, CA 90723. Full name of registrant(s) is (are) JK NINO LLC, 7147 WALNUT AVENUE, PARAMOUNT, CA 90723. This Business is conducted by: A LIMITED LIABILITY COMPANY. Signed: IBRAHIM KHALIL NINO. This statement was filed with the County Clerk of Los Angeles County on 03/13/2020. Publish: Mountain Views News Dates Pub: March 21, 28, April 04, 11, 2020 <box>687 664 904 776</box>
legal-notice <box>913 454 1130 578</box>
contributor-name: LaQuetta Shamblee <box>58 975 175 991</box>
legal-notice <box>1139 759 1355 850</box>
notice-heading: FICTITIOUS BUSINESS NAME STATEMENT FILE NO. 2020-054401 <box>913 1230 1130 1252</box>
mission-subtitle: Mission Statement <box>19 1913 214 1932</box>
sales-name: Patricia Colonello <box>63 333 170 349</box>
masthead-sidebar <box>10 92 224 2535</box>
notice-body: The following person(s) is (are) doing business as: JUNIOR A. GARCIA PHYSICAL THERAPY, 6810 HINSON AVE, LONG BEACH, CA 90805. Full name of registrant(s) is (are) JUNIOR A. GARCIA, 6810 HINSON AVE, LONG BEACH, CA 90805. This Business is conducted by: AN INDIVIDUAL. Signed: JUNIOR A. GARCIA. This statement was filed with the County Clerk of Los Angeles County on 03/12/2020. NOTICE- This Fictitious Name Statement expires five years from the date it was filed in the office of the County Clerk. Publish: Mountain Views News Dates Pub: March 21, 28, April 04, 11, 2020 <box>462 777 678 911</box>
notice-body: The following person(s) is (are) doing business as: RIDE A BIKE BE FREE, 17926 S SEINE AVE, ARTESIA, CA 90701. Full name of registrant(s) is (are) AMANDA CARRERA, 17926 S SEINE AVE, ARTESIA, CA 90701. This Business is conducted by: AN INDIVIDUAL. Signed: AMANDA CARRERA. This statement was filed with the County Clerk of Los Angeles County on 03/09/2020. Publish: Mountain Views News Dates Pub: March 21, 28, April 04, 11, 2020 <box>687 1026 904 1127</box>
notice-heading: FICTITIOUS BUSINESS NAME STATEMENT FILE NO. 2020-058114 <box>462 920 678 942</box>
legal-notice <box>462 623 678 758</box>
contributor-name: Kevin McGuire <box>70 547 164 563</box>
notice-heading: FICTITIOUS BUSINESS NAME STATEMENT FILE NO. 2020-058298 <box>462 92 678 113</box>
contributor-name: Rebecca Wright <box>69 917 165 933</box>
issue-date: Saturday, March 21, 2020 <box>171 57 346 74</box>
legal-notice <box>462 1415 678 1539</box>
legal-notice <box>913 92 1130 193</box>
notice-heading: FICTITIOUS BUSINESS NAME STATEMENT FILE NO. 2020-058425 <box>236 845 452 866</box>
notice-body: The following person(s) is (are) doing business as: LA LETICIA'S SHOP, 400 N GAFFEY ST, SAN PEDRO, CA 90731. Full name of registrant(s) is (are) LETICIA LOPEZ, 1218 S WYCLIFF AVE, SAN PEDRO, CA 90732. This Business is conducted by: AN INDIVIDUAL. Signed: LETICIA LOPEZ. This statement was filed with the County Clerk of Los Angeles County on 03/09/2020. Publish: Mountain Views News Dates Pub: March 21, 28, April 04, 11, 2020 <box>462 932 678 1032</box>
notice-body: The following person(s) has (have) abandoned the use of the fictitious business name: VAPORSMOKE, 1691 N EASTERN AVE, LOS ANGELES, CA 90032. Publish: Mountain Views News Dates Pub: March 21, 28, April 04, 11, 2020 <box>913 1165 1130 1222</box>
notice-body: The following person(s) is (are) doing business as: PRIMETIME LANDSCAPE MAINTENANCE LLC, 8424 GARDEN VIEW AVE, SOUTH GATE, CA 90280. This Business is conducted by: A LIMITED LIABILITY COMPANY. Signed: PEDRO A. BARAJAS. This statement was filed with the County Clerk of Los Angeles County on 03/09/2020. Publish: Mountain Views News Dates Pub: March 21, 28, April 04, 11, 2020 <box>687 796 904 886</box>
notice-heading: FICTITIOUS BUSINESS NAME STATEMENT FILE NO. 2020-055254 <box>1139 857 1355 878</box>
dateline <box>0 55 1371 78</box>
notice-body: The following person(s) is (are) doing business as: DREAMS DAZZLE JEWELRY, 18611 CORBY AVE, ARTESIA, CA 90701. This Business is conducted by: A GENERAL PARTNERSHIP. Signed: MAJIAFUZ ISLAM. This statement was filed with the County Clerk of Los Angeles County on 03/02/2020. Publish: Mountain Views News Dates Pub: March 14, 21, 28, April 04, 2020 <box>1139 660 1355 751</box>
legal-notice <box>913 333 1130 446</box>
contributor-name: Deanne Davis <box>75 800 159 816</box>
footer-publication: Mountain Views News <box>10 2550 144 2565</box>
notice-heading: FICTITIOUS BUSINESS NAME STATEMENT FILE NO. 2020-059990 <box>462 1161 678 1184</box>
